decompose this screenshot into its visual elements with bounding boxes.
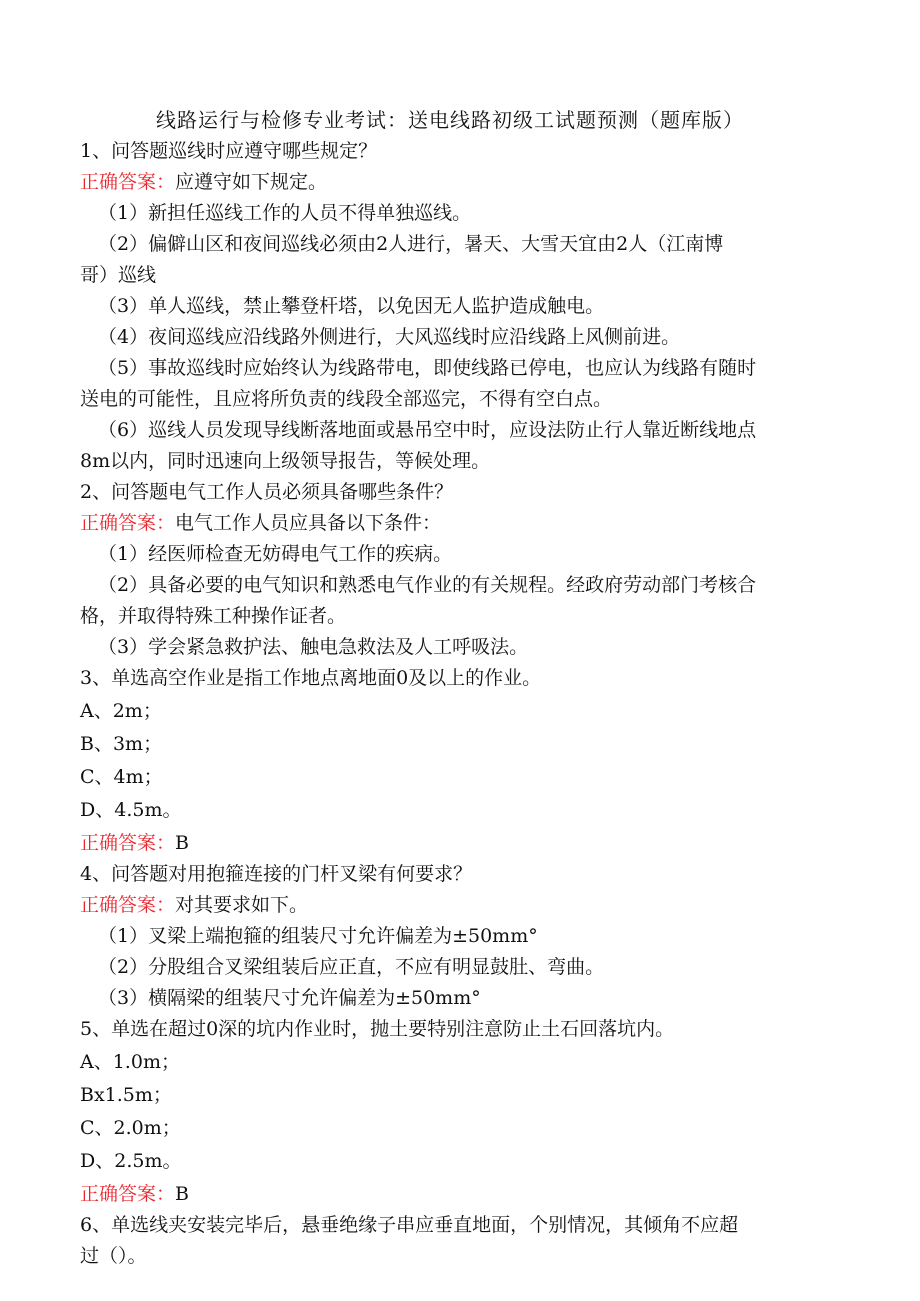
question-6-text-continued: 过（）。 — [80, 1245, 147, 1267]
option-d: D、2.5m。 — [80, 1150, 182, 1172]
answer-item-continued: 哥）巡线 — [80, 264, 157, 286]
option-b: Bx1.5m； — [80, 1084, 172, 1106]
question-1-answer: 正确答案：应遵守如下规定。 — [80, 171, 328, 193]
answer-item-continued: 格，并取得特殊工种操作证者。 — [80, 605, 347, 627]
answer-label: 正确答案： — [80, 832, 176, 854]
question-4-text: 4、问答题对用抱箍连接的门杆叉梁有何要求？ — [80, 863, 473, 885]
answer-item-continued: 8m以内，同时迅速向上级领导报告，等候处理。 — [80, 450, 491, 472]
option-c: C、2.0m； — [80, 1117, 181, 1139]
answer-item-continued: 送电的可能性，且应将所负责的线段全部巡完，不得有空白点。 — [80, 388, 613, 410]
answer-label: 正确答案： — [80, 894, 176, 916]
answer-item: （1）新担任巡线工作的人员不得单独巡线。 — [98, 202, 472, 224]
answer-item: （3）单人巡线，禁止攀登杆塔，以免因无人监护造成触电。 — [98, 295, 605, 317]
question-3-answer: 正确答案：B — [80, 832, 189, 854]
answer-item: （3）横隔梁的组装尺寸允许偏差为±50mm° — [98, 987, 481, 1009]
answer-item: （2）具备必要的电气知识和熟悉电气作业的有关规程。经政府劳动部门考核合 — [98, 574, 757, 596]
option-b: B、3m； — [80, 733, 163, 755]
question-1-text: 1、问答题巡线时应遵守哪些规定？ — [80, 140, 378, 162]
question-5-text: 5、单选在超过0深的坑内作业时，抛土要特别注意防止土石回落坑内。 — [80, 1018, 675, 1040]
answer-item: （1）经医师检查无妨碍电气工作的疾病。 — [98, 543, 453, 565]
option-c: C、4m； — [80, 766, 163, 788]
option-a: A、2m； — [80, 700, 162, 722]
question-2-answer: 正确答案：电气工作人员应具备以下条件： — [80, 512, 442, 534]
question-2-text: 2、问答题电气工作人员必须具备哪些条件？ — [80, 481, 454, 503]
answer-item: （2）分股组合叉梁组装后应正直，不应有明显鼓肚、弯曲。 — [98, 956, 605, 978]
answer-label: 正确答案： — [80, 1183, 176, 1205]
answer-label: 正确答案： — [80, 171, 176, 193]
question-6-text: 6、单选线夹安装完毕后，悬垂绝缘子串应垂直地面，个别情况，其倾角不应超 — [80, 1214, 739, 1236]
question-4-answer: 正确答案：对其要求如下。 — [80, 894, 309, 916]
answer-item: （3）学会紧急救护法、触电急救法及人工呼吸法。 — [98, 636, 529, 658]
answer-item: （5）事故巡线时应始终认为线路带电，即使线路已停电，也应认为线路有随时 — [98, 357, 757, 379]
option-d: D、4.5m。 — [80, 799, 182, 821]
question-5-answer: 正确答案：B — [80, 1183, 189, 1205]
question-list — [80, 136, 840, 1272]
answer-item: （6）巡线人员发现导线断落地面或悬吊空中时，应设法防止行人靠近断线地点 — [98, 419, 757, 441]
document-title: 线路运行与检修专业考试：送电线路初级工试题预测（题库版） — [156, 108, 744, 132]
answer-item: （1）叉梁上端抱箍的组装尺寸允许偏差为±50mm° — [98, 925, 538, 947]
question-3-text: 3、单选高空作业是指工作地点离地面0及以上的作业。 — [80, 667, 542, 689]
answer-item: （2）偏僻山区和夜间巡线必须由2人进行，暑天、大雪天宜由2人（江南博 — [98, 233, 724, 255]
option-a: A、1.0m； — [80, 1051, 180, 1073]
answer-label: 正确答案： — [80, 512, 176, 534]
answer-item: （4）夜间巡线应沿线路外侧进行，大风巡线时应沿线路上风侧前进。 — [98, 326, 681, 348]
